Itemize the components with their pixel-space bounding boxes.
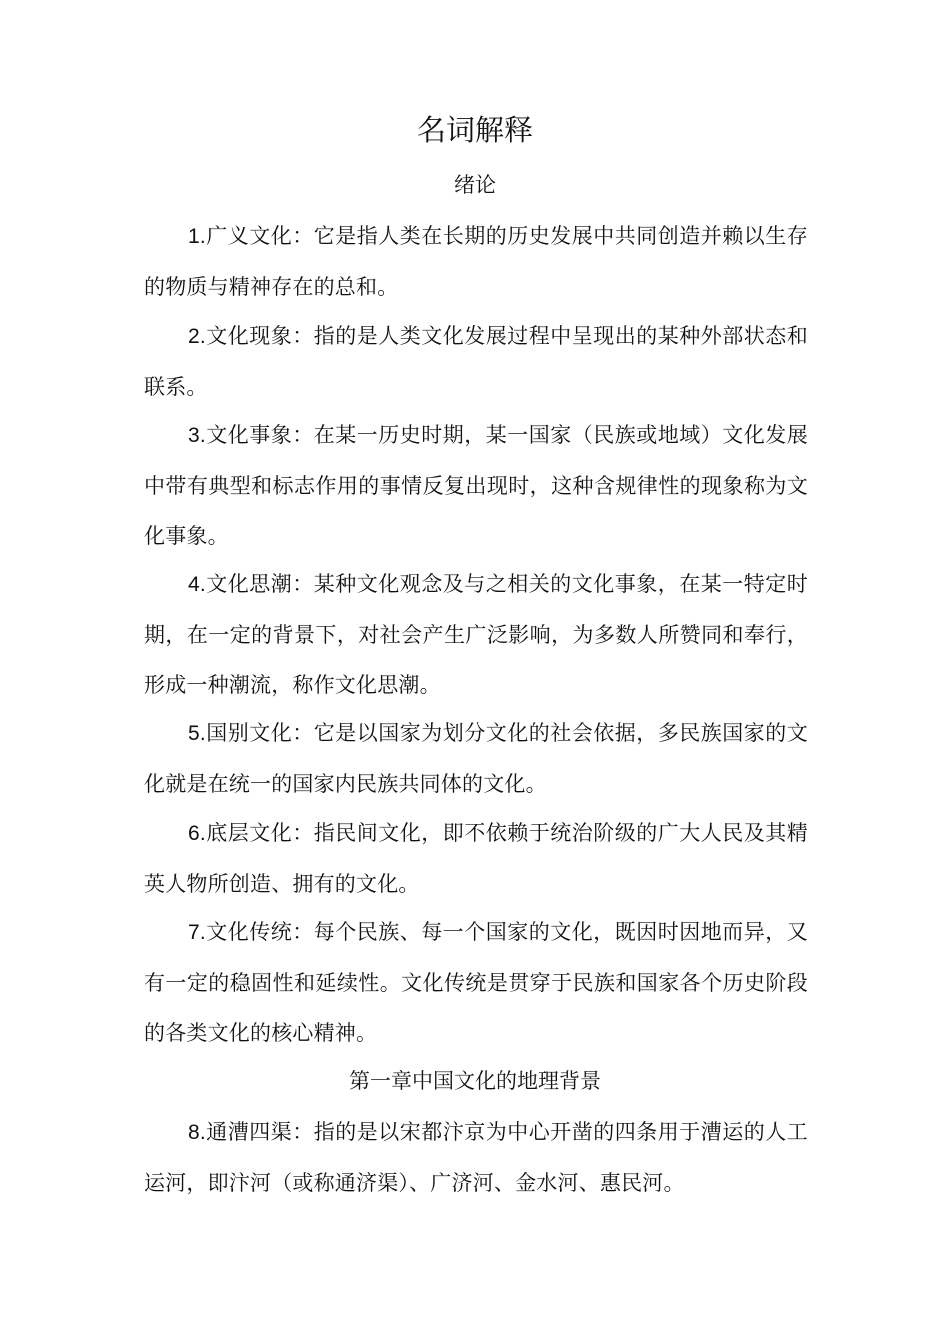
entry-separator: ： [292, 920, 314, 944]
entry-term: 文化事象 [205, 423, 293, 447]
entry-definition: 指的是人类文化发展过程中呈现出的某种外部状态和联系。 [144, 324, 808, 399]
glossary-entry [144, 211, 808, 312]
entry-term: 文化思潮 [205, 572, 293, 596]
glossary-entry [144, 808, 808, 909]
entry-definition: 某种文化观念及与之相关的文化事象，在某一特定时期，在一定的背景下，对社会产生广泛影响，为多数人所赞同和奉行，形成一种潮流，称作文化思潮。 [144, 572, 808, 697]
entry-term: 国别文化 [205, 721, 293, 745]
entry-definition: 在某一历史时期，某一国家（民族或地域）文化发展中带有典型和标志作用的事情反复出现时，这种含规律性的现象称为文化事象。 [144, 423, 808, 548]
entry-separator: ： [292, 324, 314, 348]
glossary-entry [144, 907, 808, 1058]
entry-number: 5. [188, 722, 206, 745]
entry-separator: ： [292, 721, 314, 745]
entry-term: 广义文化 [205, 224, 293, 248]
glossary-entry [144, 311, 808, 412]
entry-term: 文化传统 [205, 920, 293, 944]
section-heading-intro: 绪论 [454, 173, 496, 197]
entry-term: 底层文化 [205, 821, 293, 845]
entry-number: 4. [188, 573, 206, 596]
entry-number: 8. [188, 1121, 206, 1144]
entry-term: 通漕四渠 [205, 1120, 293, 1144]
entry-separator: ： [292, 572, 314, 596]
entry-number: 1. [188, 225, 206, 248]
entry-separator: ： [292, 821, 314, 845]
entry-number: 2. [188, 325, 206, 348]
entry-definition: 指民间文化，即不依赖于统治阶级的广大人民及其精英人物所创造、拥有的文化。 [144, 821, 808, 896]
entry-separator: ： [292, 224, 314, 248]
glossary-entry [144, 410, 808, 561]
entry-definition: 指的是以宋都汴京为中心开凿的四条用于漕运的人工运河，即汴河（或称通济渠）、广济河、金水河、惠民河。 [144, 1120, 808, 1195]
entry-number: 6. [188, 822, 206, 845]
entry-separator: ： [292, 1120, 314, 1144]
entry-number: 3. [188, 424, 206, 447]
glossary-entry [144, 559, 808, 710]
entry-separator: ： [292, 423, 314, 447]
entry-term: 文化现象 [205, 324, 293, 348]
entry-definition: 它是指人类在长期的历史发展中共同创造并赖以生存的物质与精神存在的总和。 [144, 224, 808, 299]
entry-definition: 每个民族、每一个国家的文化，既因时因地而异，又有一定的稳固性和延续性。文化传统是贯穿于民族和国家各个历史阶段的各类文化的核心精神。 [144, 920, 808, 1045]
glossary-entry [144, 708, 808, 809]
page-title: 名词解释 [416, 113, 533, 147]
entry-number: 7. [188, 921, 206, 944]
entry-definition: 它是以国家为划分文化的社会依据，多民族国家的文化就是在统一的国家内民族共同体的文化。 [144, 721, 808, 796]
section-heading-chapter-one: 第一章中国文化的地理背景 [349, 1069, 601, 1093]
glossary-entry [144, 1107, 808, 1208]
